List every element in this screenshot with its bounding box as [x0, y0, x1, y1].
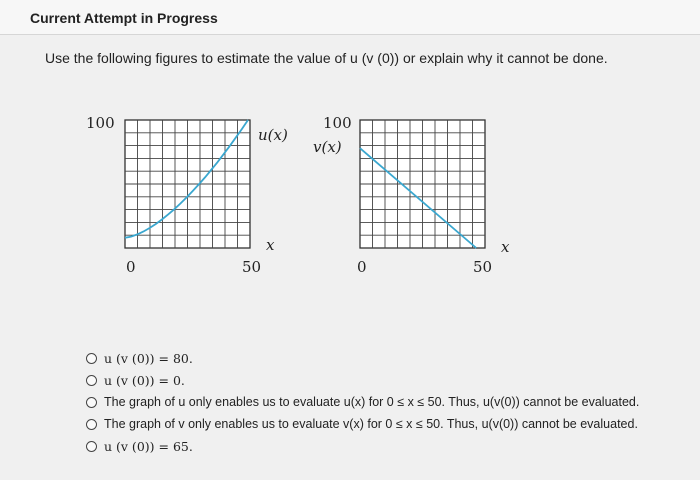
- radio-button[interactable]: [86, 397, 97, 408]
- u-x-tick-50: 50: [242, 258, 262, 276]
- option-5[interactable]: [86, 435, 639, 457]
- option-1[interactable]: [86, 347, 639, 369]
- option-4[interactable]: [86, 413, 639, 435]
- attempt-title: Current Attempt in Progress: [30, 10, 218, 26]
- answer-options: [86, 347, 639, 457]
- question-instruction: Use the following figures to estimate the value of u (v (0)) or explain why it cannot be done.: [45, 50, 608, 66]
- option-text: u (v (0)) = 0.: [104, 372, 185, 388]
- figure-v: [305, 108, 535, 278]
- option-3[interactable]: [86, 391, 639, 413]
- u-graph: [80, 108, 300, 278]
- v-x-tick-0: 0: [357, 258, 367, 276]
- option-text: u (v (0)) = 65.: [104, 438, 193, 454]
- radio-button[interactable]: [86, 419, 97, 430]
- v-y-tick-100: 100: [323, 114, 352, 132]
- v-function-label: v(x): [313, 138, 342, 156]
- u-x-axis-label: x: [266, 236, 275, 254]
- option-text: The graph of u only enables us to evaluate u(x) for 0 ≤ x ≤ 50. Thus, u(v(0)) cannot be evaluated.: [104, 395, 640, 409]
- v-x-axis-label: x: [501, 238, 510, 256]
- radio-button[interactable]: [86, 375, 97, 386]
- option-text: u (v (0)) = 80.: [104, 350, 193, 366]
- u-function-label: u(x): [258, 126, 288, 144]
- v-x-tick-50: 50: [473, 258, 493, 276]
- option-text: The graph of v only enables us to evaluate v(x) for 0 ≤ x ≤ 50. Thus, u(v(0)) cannot be evaluated.: [104, 417, 638, 431]
- radio-button[interactable]: [86, 441, 97, 452]
- header-bar: [0, 0, 700, 35]
- radio-button[interactable]: [86, 353, 97, 364]
- u-y-tick-100: 100: [86, 114, 115, 132]
- v-graph: [305, 108, 535, 278]
- option-2[interactable]: [86, 369, 639, 391]
- u-x-tick-0: 0: [126, 258, 136, 276]
- figure-u: [80, 108, 300, 278]
